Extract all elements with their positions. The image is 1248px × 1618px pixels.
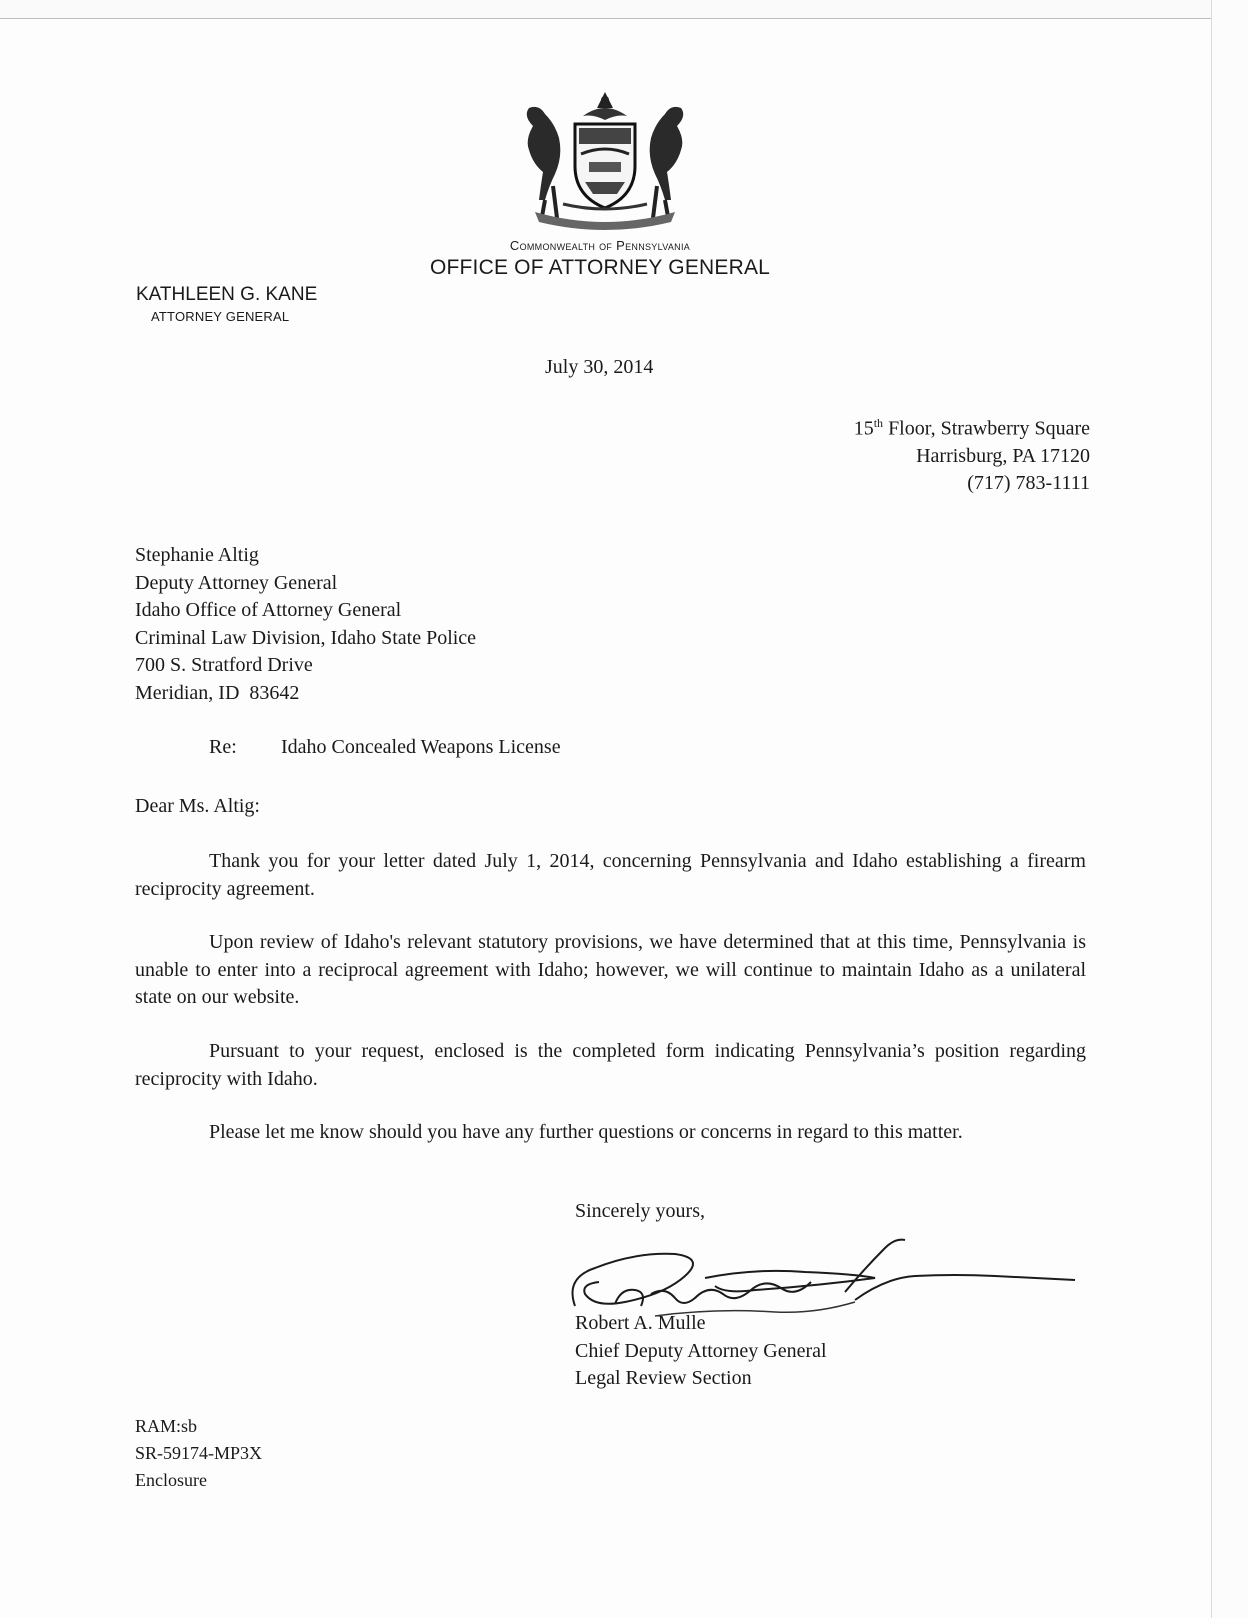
recipient-name: Stephanie Altig bbox=[135, 544, 259, 566]
pennsylvania-coat-of-arms-icon bbox=[505, 86, 705, 232]
return-address-phone: (717) 783-1111 bbox=[967, 471, 1090, 494]
signer-name: Robert A. Mulle bbox=[575, 1312, 706, 1334]
reference-block bbox=[135, 1413, 262, 1494]
letterhead-commonwealth: Commonwealth of Pennsylvania bbox=[509, 238, 691, 253]
recipient-street: 700 S. Stratford Drive bbox=[135, 654, 313, 676]
recipient-title: Deputy Attorney General bbox=[135, 571, 338, 594]
letter-date: July 30, 2014 bbox=[545, 356, 654, 378]
attorney-general-name: KATHLEEN G. KANE bbox=[136, 284, 318, 305]
recipient-office: Idaho Office of Attorney General bbox=[135, 599, 402, 621]
signer-title: Chief Deputy Attorney General bbox=[575, 1339, 827, 1362]
recipient-address bbox=[135, 542, 476, 707]
subject-text: Idaho Concealed Weapons License bbox=[281, 736, 561, 758]
body-paragraph: Pursuant to your request, enclosed is the completed form indicating Pennsylvania’s position regarding reciprocity with Idaho. bbox=[135, 1040, 1086, 1090]
recipient-division: Criminal Law Division, Idaho State Police bbox=[135, 626, 477, 649]
scan-edge-right bbox=[1211, 0, 1248, 1618]
scan-edge-top bbox=[0, 0, 1248, 19]
body-paragraph: Upon review of Idaho's relevant statutory provisions, we have determined that at this time, Pennsylvania is unable to enter into a reciprocal agreement with Idaho; however, we will continue to maintain Idaho as a unilateral state on our website. bbox=[135, 931, 1086, 1008]
return-address-floor: 15th Floor, Strawberry Square bbox=[853, 416, 1090, 440]
reference-enclosure: Enclosure bbox=[135, 1470, 207, 1490]
body-paragraph: Please let me know should you have any further questions or concerns in regard to this matter. bbox=[209, 1121, 963, 1143]
closing: Sincerely yours, bbox=[575, 1200, 705, 1222]
signer-section: Legal Review Section bbox=[575, 1367, 752, 1389]
subject-label: Re: bbox=[209, 736, 237, 758]
body-paragraph: Thank you for your letter dated July 1, 2014, concerning Pennsylvania and Idaho establishing a firearm reciprocity agreement. bbox=[135, 850, 1086, 900]
signer-block bbox=[575, 1310, 827, 1393]
return-address-city: Harrisburg, PA 17120 bbox=[916, 444, 1090, 467]
reference-file-number: SR-59174-MP3X bbox=[135, 1443, 263, 1463]
return-address bbox=[854, 410, 1090, 497]
letterhead-office: OFFICE OF ATTORNEY GENERAL bbox=[429, 256, 771, 279]
recipient-city: Meridian, ID 83642 bbox=[135, 681, 300, 704]
salutation: Dear Ms. Altig: bbox=[135, 795, 260, 817]
reference-initials: RAM:sb bbox=[135, 1416, 198, 1436]
attorney-general-title: ATTORNEY GENERAL bbox=[151, 309, 290, 324]
